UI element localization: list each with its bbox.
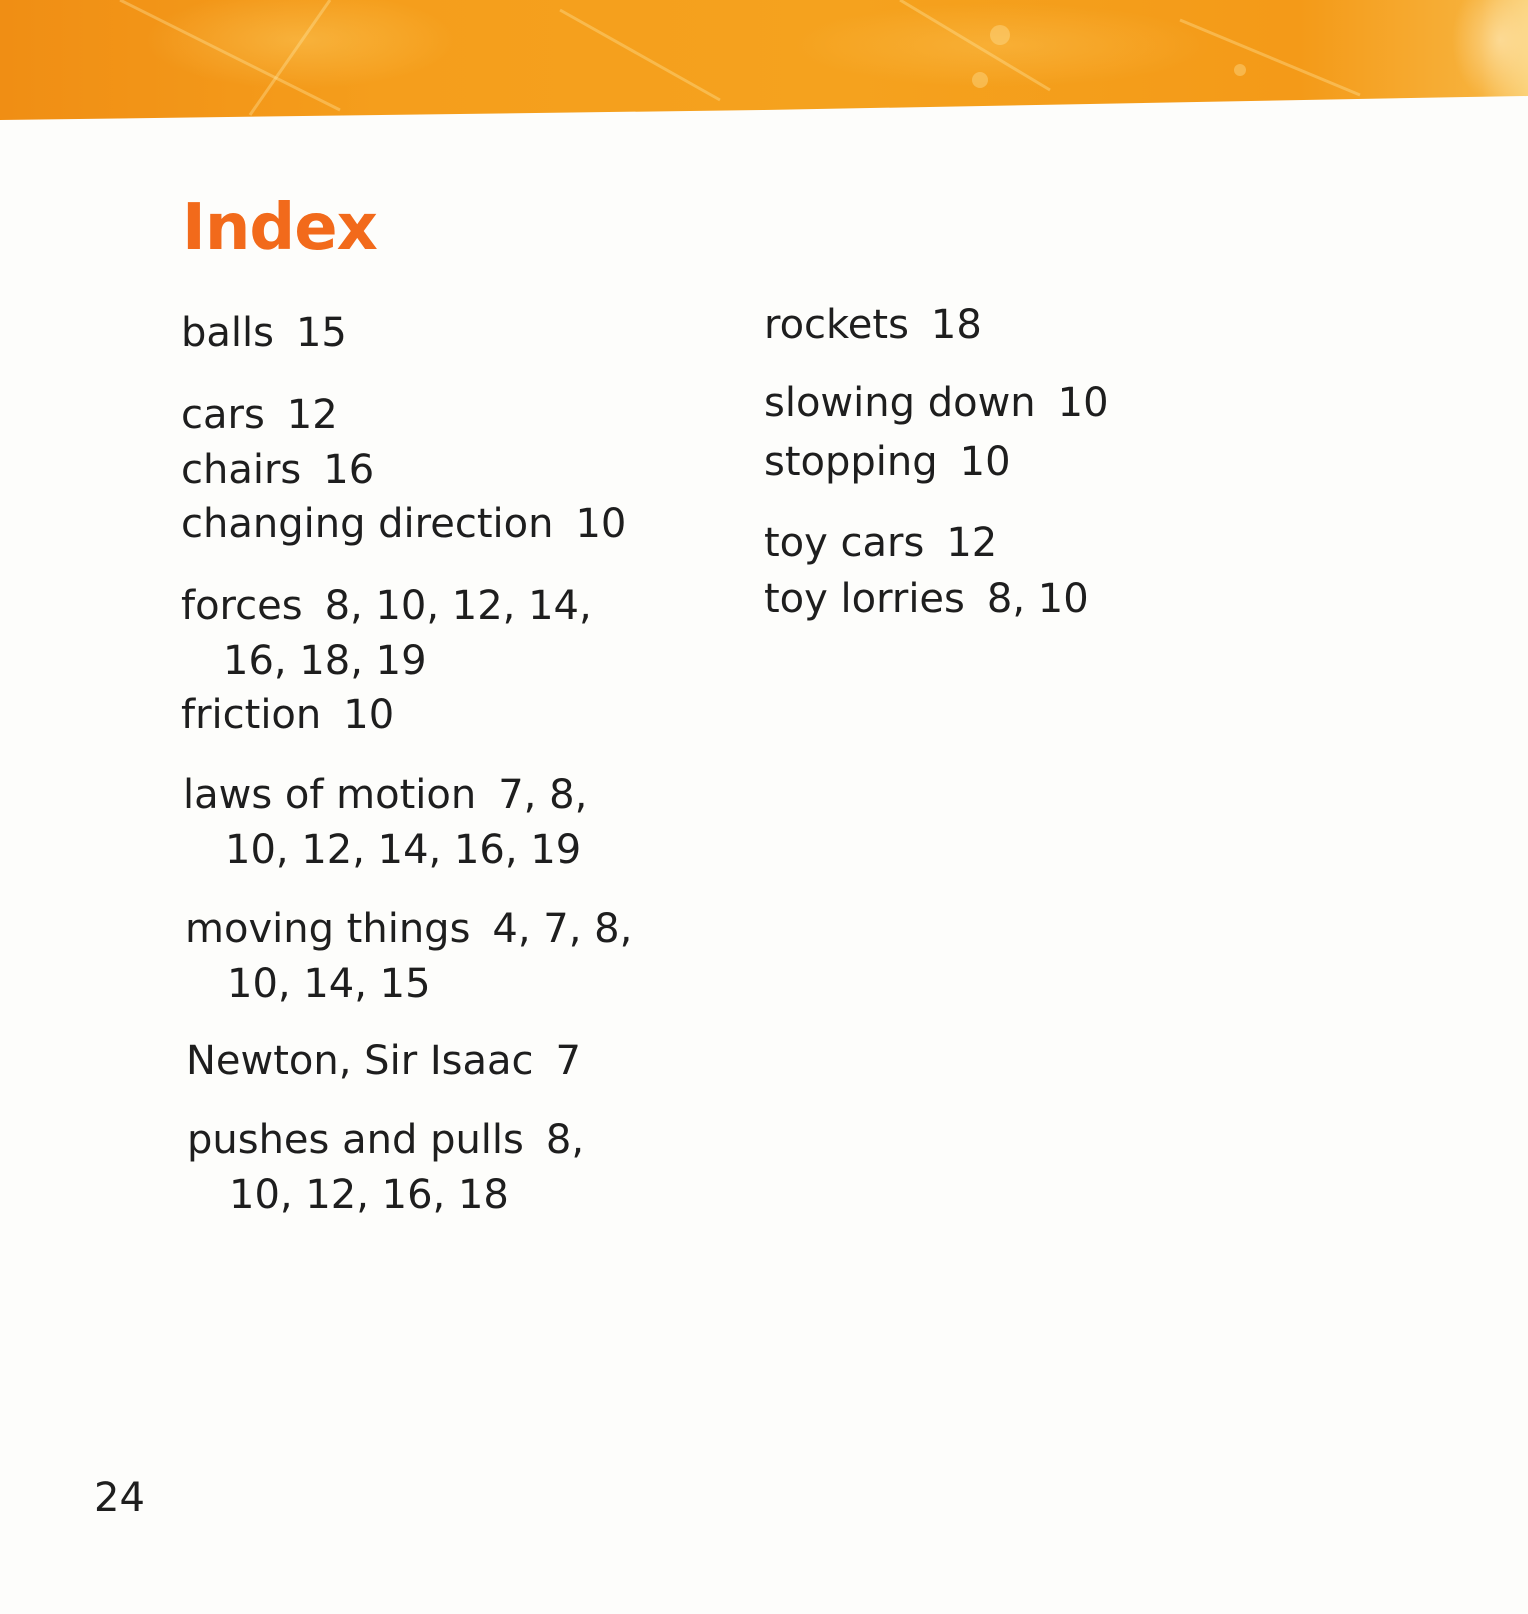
index-term: friction	[181, 692, 322, 738]
index-term: stopping	[764, 439, 938, 485]
index-pages-continued: 10, 14, 15	[227, 961, 431, 1007]
index-pages: 8, 10, 12, 14,	[324, 583, 592, 629]
index-entry	[181, 443, 374, 498]
index-entry	[187, 1113, 584, 1223]
index-pages: 10	[575, 501, 627, 547]
index-term: cars	[181, 392, 265, 438]
index-entry	[764, 516, 997, 571]
index-term: rockets	[764, 302, 909, 348]
index-term: pushes and pulls	[187, 1117, 524, 1163]
banner-texture	[0, 0, 1528, 120]
index-pages: 10	[343, 692, 395, 738]
index-pages: 8,	[545, 1117, 585, 1163]
index-entry	[181, 688, 394, 743]
index-pages: 7, 8,	[498, 772, 588, 818]
index-term: changing direction	[181, 501, 554, 547]
page-number: 24	[94, 1475, 145, 1521]
index-pages: 12	[946, 520, 998, 566]
index-pages: 12	[286, 392, 338, 438]
index-pages: 7	[555, 1038, 581, 1084]
index-pages: 4, 7, 8,	[492, 906, 633, 952]
index-term: toy lorries	[764, 576, 965, 622]
index-entry	[186, 1034, 581, 1089]
index-entry	[764, 376, 1109, 431]
index-entry	[764, 298, 982, 353]
index-entry	[764, 435, 1011, 490]
index-pages: 18	[930, 302, 982, 348]
index-title: Index	[182, 191, 377, 265]
index-pages: 10	[959, 439, 1011, 485]
index-term: moving things	[185, 906, 471, 952]
index-term: forces	[181, 583, 303, 629]
index-pages: 10	[1057, 380, 1109, 426]
index-entry	[183, 768, 587, 878]
index-pages: 16	[323, 447, 375, 493]
index-pages: 15	[295, 310, 347, 356]
index-entry	[181, 388, 338, 443]
index-term: Newton, Sir Isaac	[186, 1038, 534, 1084]
index-term: chairs	[181, 447, 302, 493]
index-entry	[185, 902, 632, 1012]
index-entry	[764, 572, 1089, 627]
index-pages-continued: 10, 12, 14, 16, 19	[225, 827, 582, 873]
index-entry	[181, 306, 347, 361]
index-entry	[181, 497, 626, 552]
index-pages: 8, 10	[986, 576, 1089, 622]
index-term: laws of motion	[183, 772, 477, 818]
index-entry	[181, 579, 592, 689]
index-term: balls	[181, 310, 274, 356]
index-pages-continued: 10, 12, 16, 18	[229, 1172, 509, 1218]
index-term: slowing down	[764, 380, 1036, 426]
index-term: toy cars	[764, 520, 925, 566]
orange-header-banner	[0, 0, 1528, 120]
index-pages-continued: 16, 18, 19	[223, 638, 427, 684]
